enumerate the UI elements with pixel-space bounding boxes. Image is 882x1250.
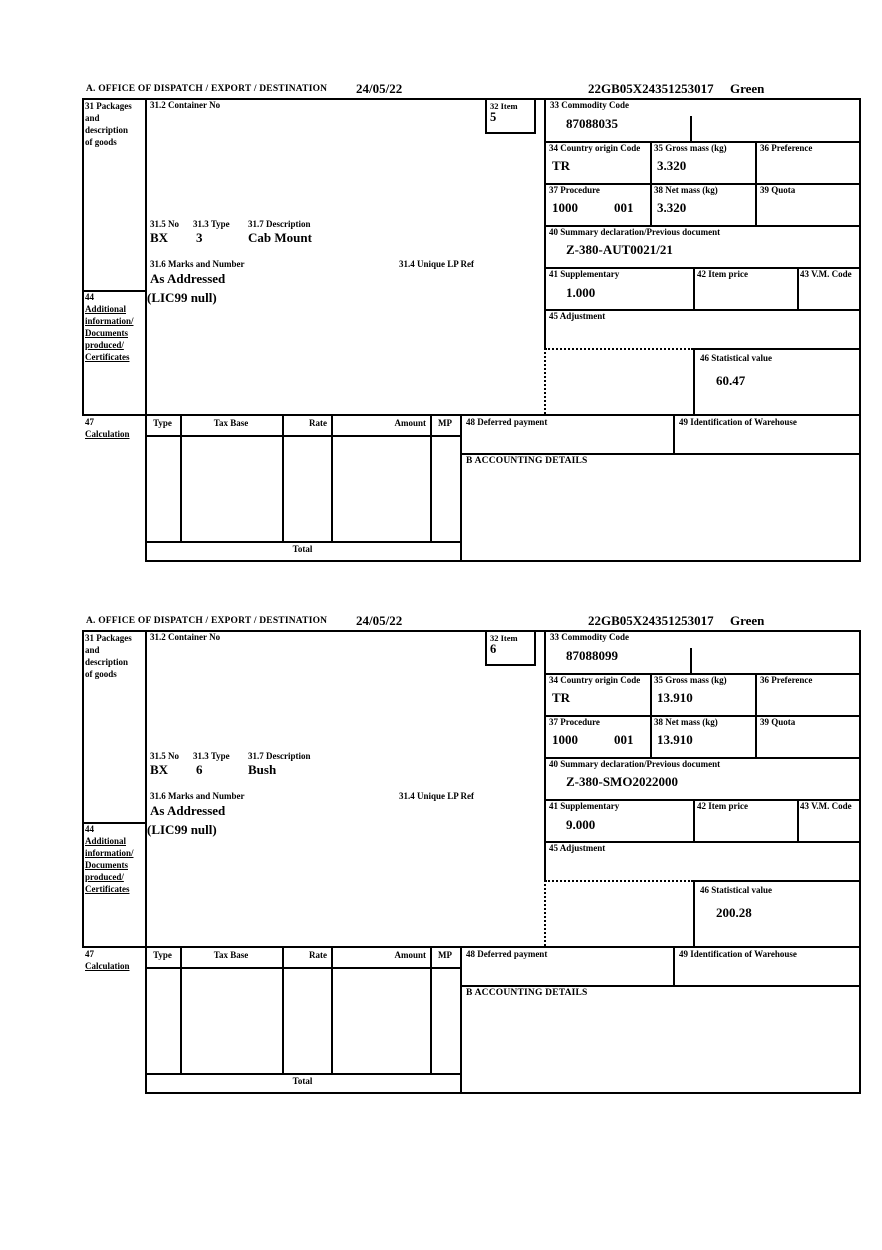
statistical-value: 200.28 <box>716 905 752 920</box>
statistical-value-label: 46 Statistical value <box>700 353 772 363</box>
marks-label: 31.6 Marks and Number <box>150 259 245 269</box>
calc-header-tax-base: Tax Base <box>213 950 249 960</box>
goods-description-value: Cab Mount <box>248 230 312 245</box>
preference-label: 36 Preference <box>760 143 813 153</box>
calculation-number: 47 <box>85 949 94 959</box>
divider <box>180 946 182 1073</box>
divider <box>673 414 675 453</box>
divider <box>462 985 861 987</box>
net-mass-value: 3.320 <box>657 200 687 215</box>
divider <box>145 541 462 543</box>
procedure-value: 1000 <box>552 732 578 747</box>
calculation-number: 47 <box>85 417 94 427</box>
additional-info-value: (LIC99 null) <box>147 822 217 837</box>
item-box <box>485 98 536 134</box>
commodity-code-value: 87088035 <box>566 116 618 131</box>
additional-info-label-line: produced/ <box>85 872 124 882</box>
supplementary-value: 1.000 <box>566 285 596 300</box>
additional-info-label-line: Certificates <box>85 352 130 362</box>
divider <box>82 414 861 416</box>
package-type-value: 3 <box>196 230 203 245</box>
calc-header-rate: Rate <box>309 950 327 960</box>
additional-info-label-line: Additional <box>85 304 127 314</box>
description-label: 31.7 Description <box>248 751 311 761</box>
commodity-code-label: 33 Commodity Code <box>550 632 629 642</box>
statistical-value: 60.47 <box>716 373 746 388</box>
calc-header-type: Type <box>153 418 172 428</box>
commodity-code-value: 87088099 <box>566 648 618 663</box>
item-price-label: 42 Item price <box>697 269 748 279</box>
divider <box>180 414 182 541</box>
item-number-value: 5 <box>490 110 497 124</box>
vm-code-label: 43 V.M. Code <box>800 269 852 279</box>
additional-info-label-line: information/ <box>85 316 134 326</box>
divider <box>145 1092 861 1094</box>
marks-value: As Addressed <box>150 803 226 818</box>
additional-info-value: (LIC99 null) <box>147 290 217 305</box>
country-origin-value: TR <box>552 158 571 173</box>
divider <box>282 946 284 1073</box>
additional-info-number: 44 <box>85 292 94 302</box>
date-value: 24/05/22 <box>356 613 403 628</box>
packages-label-line: description <box>85 125 129 135</box>
total-label: Total <box>292 1076 313 1086</box>
divider <box>82 630 84 946</box>
item-label: 32 Item <box>490 633 518 643</box>
divider <box>82 98 84 414</box>
adjustment-label: 45 Adjustment <box>549 311 606 321</box>
dotted-divider <box>545 880 693 882</box>
deferred-payment-label: 48 Deferred payment <box>466 949 548 959</box>
route-value: Green <box>730 613 765 628</box>
net-mass-label: 38 Net mass (kg) <box>654 717 718 727</box>
declaration-reference-value: 22GB05X24351253017 <box>588 613 714 628</box>
unique-lp-ref-label: 31.4 Unique LP Ref <box>399 791 475 801</box>
net-mass-value: 13.910 <box>657 732 693 747</box>
deferred-payment-label: 48 Deferred payment <box>466 417 548 427</box>
preference-label: 36 Preference <box>760 675 813 685</box>
additional-info-label-line: produced/ <box>85 340 124 350</box>
office-of-dispatch-label: A. OFFICE OF DISPATCH / EXPORT / DESTINATION <box>86 616 328 626</box>
supplementary-label: 41 Supplementary <box>549 801 620 811</box>
divider <box>460 414 462 560</box>
additional-info-label-line: Documents <box>85 328 128 338</box>
additional-info-label-line: information/ <box>85 848 134 858</box>
dotted-divider <box>545 348 693 350</box>
package-no-label: 31.5 No <box>150 751 179 761</box>
gross-mass-label: 35 Gross mass (kg) <box>654 143 727 153</box>
packages-label-line: 31 Packages <box>85 633 132 643</box>
divider <box>430 414 432 541</box>
summary-declaration-label: 40 Summary declaration/Previous document <box>549 759 721 769</box>
total-label: Total <box>292 544 313 554</box>
package-no-label: 31.5 No <box>150 219 179 229</box>
quota-label: 39 Quota <box>760 185 796 195</box>
country-origin-value: TR <box>552 690 571 705</box>
procedure-value: 1000 <box>552 200 578 215</box>
divider <box>693 348 695 414</box>
summary-declaration-value: Z-380-AUT0021/21 <box>566 242 673 257</box>
divider <box>145 967 462 969</box>
divider <box>693 799 695 841</box>
country-origin-label: 34 Country origin Code <box>549 143 641 153</box>
summary-declaration-label: 40 Summary declaration/Previous document <box>549 227 721 237</box>
divider <box>331 946 333 1073</box>
divider <box>544 630 546 880</box>
divider <box>859 98 861 560</box>
commodity-code-divider <box>690 648 692 673</box>
container-no-label: 31.2 Container No <box>150 632 221 642</box>
commodity-code-label: 33 Commodity Code <box>550 100 629 110</box>
packages-label-line: description <box>85 657 129 667</box>
item-label: 32 Item <box>490 101 518 111</box>
divider <box>693 348 861 350</box>
divider <box>82 946 861 948</box>
procedure-label: 37 Procedure <box>549 717 600 727</box>
supplementary-label: 41 Supplementary <box>549 269 620 279</box>
goods-description-value: Bush <box>248 762 277 777</box>
container-no-label: 31.2 Container No <box>150 100 221 110</box>
procedure-extra-value: 001 <box>614 200 634 215</box>
divider <box>650 141 652 225</box>
divider <box>430 946 432 1073</box>
package-no-value: BX <box>150 762 169 777</box>
quota-label: 39 Quota <box>760 717 796 727</box>
marks-label: 31.6 Marks and Number <box>150 791 245 801</box>
divider <box>331 414 333 541</box>
divider <box>693 880 861 882</box>
calc-header-amount: Amount <box>394 418 426 428</box>
item-price-label: 42 Item price <box>697 801 748 811</box>
packages-label-line: 31 Packages <box>85 101 132 111</box>
statistical-value-label: 46 Statistical value <box>700 885 772 895</box>
packages-label-line: of goods <box>85 669 117 679</box>
divider <box>693 880 695 946</box>
divider <box>755 141 757 225</box>
divider <box>462 453 861 455</box>
divider <box>797 267 799 309</box>
additional-info-label-line: Additional <box>85 836 127 846</box>
adjustment-label: 45 Adjustment <box>549 843 606 853</box>
calc-header-mp: MP <box>438 950 452 960</box>
date-value: 24/05/22 <box>356 81 403 96</box>
divider <box>145 560 861 562</box>
gross-mass-label: 35 Gross mass (kg) <box>654 675 727 685</box>
declaration-item-section <box>0 82 882 564</box>
divider <box>693 267 695 309</box>
divider <box>460 946 462 1092</box>
gross-mass-value: 13.910 <box>657 690 693 705</box>
summary-declaration-value: Z-380-SMO2022000 <box>566 774 678 789</box>
declaration-reference-value: 22GB05X24351253017 <box>588 81 714 96</box>
calculation-label: Calculation <box>85 961 130 971</box>
package-type-label: 31.3 Type <box>193 219 230 229</box>
route-value: Green <box>730 81 765 96</box>
warehouse-id-label: 49 Identification of Warehouse <box>679 417 797 427</box>
calc-header-rate: Rate <box>309 418 327 428</box>
divider <box>650 673 652 757</box>
packages-label-line: and <box>85 645 100 655</box>
divider <box>145 98 147 560</box>
declaration-item-section <box>0 614 882 1096</box>
vm-code-label: 43 V.M. Code <box>800 801 852 811</box>
calc-header-amount: Amount <box>394 950 426 960</box>
warehouse-id-label: 49 Identification of Warehouse <box>679 949 797 959</box>
marks-value: As Addressed <box>150 271 226 286</box>
divider <box>755 673 757 757</box>
description-label: 31.7 Description <box>248 219 311 229</box>
divider <box>797 799 799 841</box>
packages-label-line: of goods <box>85 137 117 147</box>
additional-info-label-line: Documents <box>85 860 128 870</box>
divider <box>282 414 284 541</box>
supplementary-value: 9.000 <box>566 817 596 832</box>
item-number-value: 6 <box>490 642 497 656</box>
accounting-details-label: B ACCOUNTING DETAILS <box>466 456 588 466</box>
divider <box>859 630 861 1092</box>
divider <box>145 1073 462 1075</box>
country-origin-label: 34 Country origin Code <box>549 675 641 685</box>
calculation-label: Calculation <box>85 429 130 439</box>
package-type-label: 31.3 Type <box>193 751 230 761</box>
package-no-value: BX <box>150 230 169 245</box>
calc-header-tax-base: Tax Base <box>213 418 249 428</box>
office-of-dispatch-label: A. OFFICE OF DISPATCH / EXPORT / DESTINATION <box>86 84 328 94</box>
gross-mass-value: 3.320 <box>657 158 687 173</box>
additional-info-label-line: Certificates <box>85 884 130 894</box>
procedure-extra-value: 001 <box>614 732 634 747</box>
procedure-label: 37 Procedure <box>549 185 600 195</box>
calc-header-type: Type <box>153 950 172 960</box>
accounting-details-label: B ACCOUNTING DETAILS <box>466 988 588 998</box>
net-mass-label: 38 Net mass (kg) <box>654 185 718 195</box>
divider <box>145 630 147 1092</box>
dotted-divider <box>544 880 546 946</box>
packages-label-line: and <box>85 113 100 123</box>
dotted-divider <box>544 348 546 414</box>
divider <box>145 435 462 437</box>
calc-header-mp: MP <box>438 418 452 428</box>
unique-lp-ref-label: 31.4 Unique LP Ref <box>399 259 475 269</box>
item-box <box>485 630 536 666</box>
additional-info-number: 44 <box>85 824 94 834</box>
package-type-value: 6 <box>196 762 203 777</box>
commodity-code-divider <box>690 116 692 141</box>
divider <box>673 946 675 985</box>
divider <box>544 98 546 348</box>
